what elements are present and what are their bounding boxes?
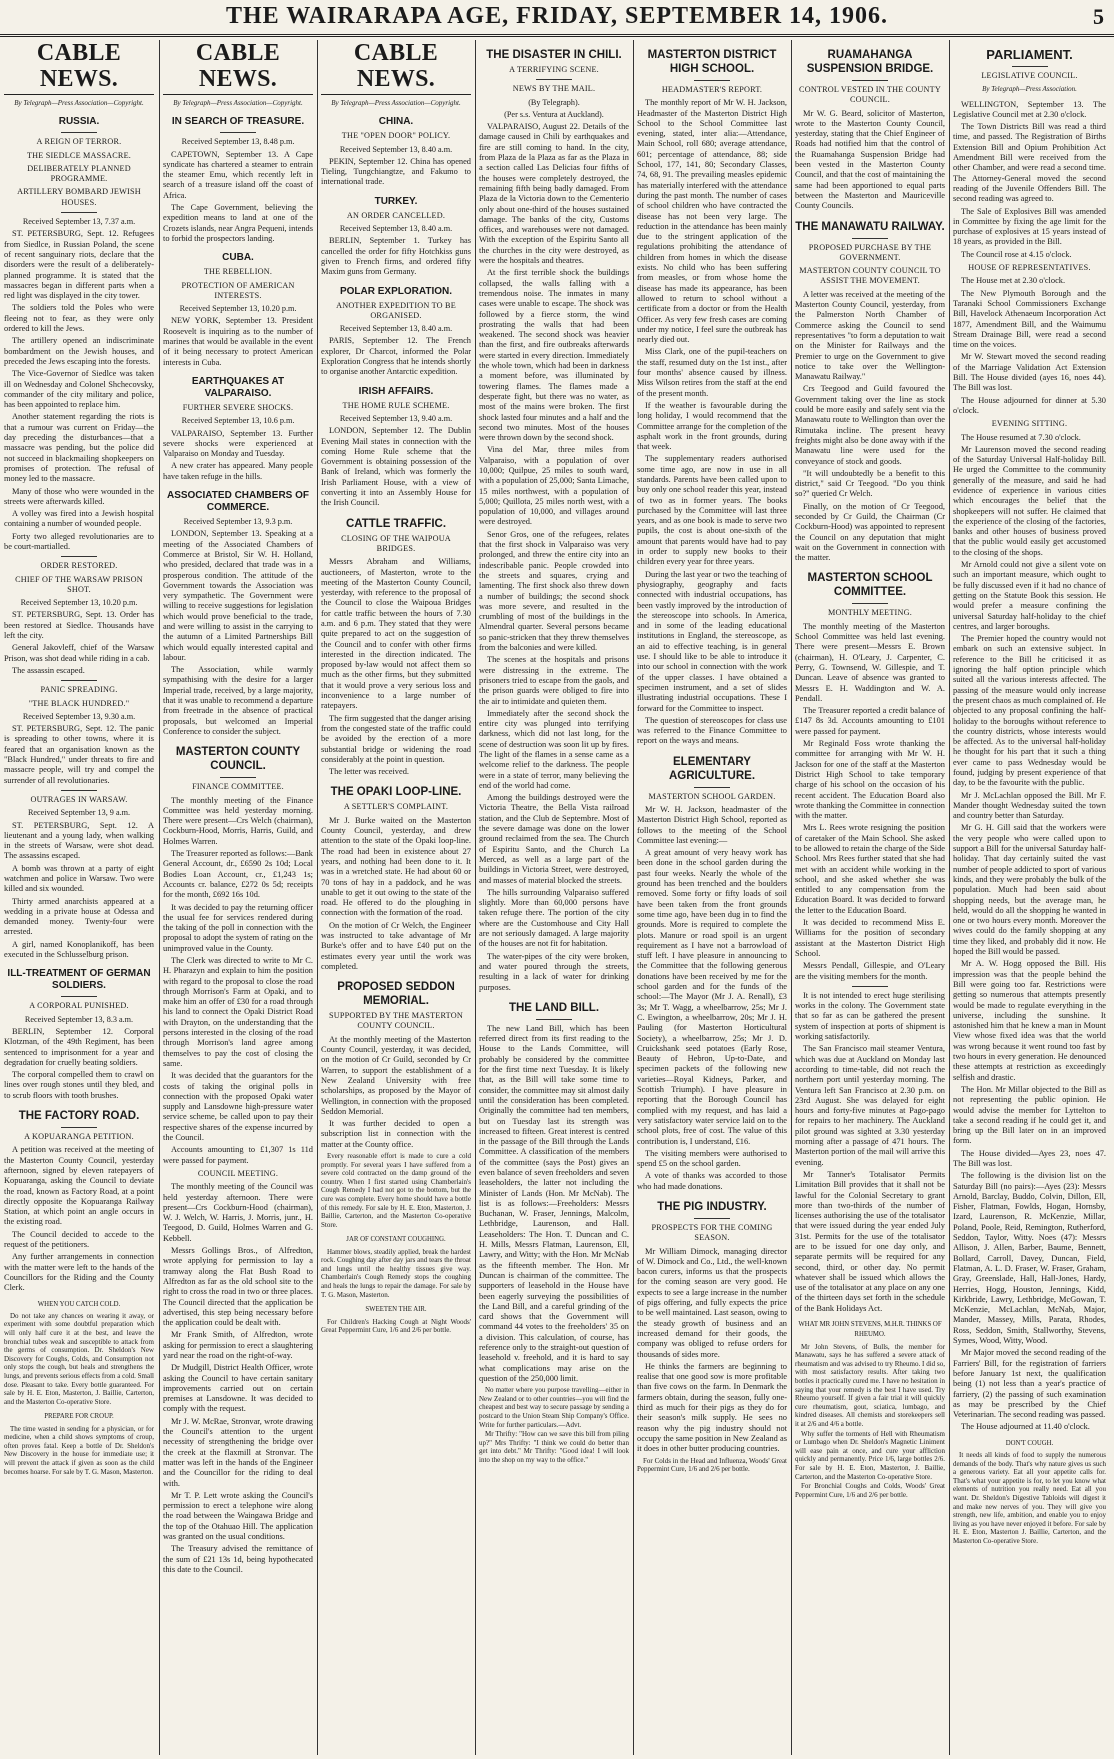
paragraph: Mr Tanner's Totalisator Permits Limitation Bill provides that it shall not be lawful for the Colonial Secretary to grant more than two-thirds of the number of licenses authorising the use of the totalisator that were issued during the year ended July 31st. Permits for the use of the totalisator are to be issued for one day only, and separate permits will be required for any second, third, or other day. No permit whatever shall be issued which allows the use of the totalisator at any place on any one of the thirteen days set forth in the schedule of the Bank Holidays Act. [795,1169,945,1313]
paragraph: The question of stereoscopes for class use was referred to the Finance Committee to report on the ways and means. [637,715,787,746]
dateline: Received September 13, 9.30 a.m. [22,711,136,721]
article-heading: CUBA. [222,252,254,264]
subheading: THE "OPEN DOOR" POLICY. [341,131,451,141]
paragraph: CAPETOWN, September 13. A Cape syndicate has chartered a steamer to entrain the steamer Emu, which recently left in search of a treasure island off the coast of Africa. [163,149,313,200]
subheading: LEGISLATIVE COUNCIL. [981,71,1078,80]
advert-text: Do not take any chances on wearing it away, or experiment with some doubtful preparation which will only half cure it at the best, and leave the bronchial tubes weak and susceptible to attack from the germs of consumption. Dr. Sheldon's New Discovery for Coughs, Colds, and Consumption not only stops the cough, but heals and strengthens the lungs, and prevents serious effects from a cold. Small dose. Pleasant to take. Every bottle guaranteed. For sale by H. E. Eton, Masterton, J. Baillie, Carterton, and the Masterton Co-operative Store. [4,1311,154,1406]
paragraph: The supplementary readers authorised some time ago, are now in use in all standards. Parents have been called upon to buy only one school reader this year, instead of two as in former years. The books purchased by the Committee will last three years, and as one book is made to serve two pupils, the cost is about one-sixth of the amount that parents would have had to pay in order to supply new books to their children every year for three years. [637,454,787,567]
paragraph: The monthly meeting of the Council was held yesterday afternoon. There were present—Crs Cockburn-Hood (chairman), W. J. Welch, W. Harris, J. Morris, junr., H. Teegood, D. Guild, Holmes Warren and G. Kebbell. [163,1182,313,1243]
column-rule [633,40,634,1755]
paragraph: The artillery opened an indiscriminate bombardment on the Jewish houses, and preceded the Jews escaping into the forests. [4,336,154,366]
paragraph: A petition was received at the meeting of the Masterton County Council, yesterday afternoon, signed by eleven ratepayers of Kopuaranga, asking the Council to deviate the road, known as Factory Road, at a point directly opposite the Kopuaranga Railway Station, at which point an angle occurs in the existing road. [4,1145,154,1227]
paragraph: Another statement regarding the riots is that a rumour was current on Friday—the day preceding the disturbances—that a massacre was pending, but the police did not succeed in blackmailing shopkeepers on promises of protection. The refusal of money led to the massacre. [4,412,154,484]
byline: By Telegraph—Press Association—Copyright. [14,99,144,107]
divider [536,79,572,80]
paragraph: Finally, on the motion of Cr Teegood, seconded by Cr Guild, the Chairman (Cr Cockburn-Hood) was appointed to represent the Council on any deputation that might wait on the Government in connection with the matter. [795,501,945,563]
column-rule [949,40,950,1755]
paragraph: Mr J. McLachlan opposed the Bill. Mr F. Mander thought Wednesday suited the town and country better than Saturday. [953,790,1106,821]
paragraph: The Council decided to accede to the request of the petitioners. [4,1229,154,1250]
paragraph: A bomb was thrown at a party of eight watchmen and police in Warsaw. Two were killed and six wounded. [4,863,154,894]
paragraph: LONDON, September 13. Speaking at a meeting of the Associated Chambers of Commerce at Bristol, Sir W. H. Holland, who presided, declared that trade was in a prosperous condition. The attitude of the Government towards the Association was very sympathetic. The Government were willing to receive suggestions for legislation which would prove beneficial to the trade, and were willing to assist in the carrying to the autumn of a Limited Partnerships Bill which would equally interested capital and labour. [163,529,313,662]
column-rule [317,40,318,1755]
divider [1012,66,1048,67]
paragraph: Mrs L. Rees wrote resigning the position of caretaker of the Main School. She asked to be allowed to retain the charge of the Side School. Mrs Rees further stated that she had met with an accident while working in the school, and she asked whether she was entitled to any compensation from the Education Board. It was decided to forward the letter to the Education Board. [795,823,945,915]
subheading: THE HOME RULE SCHEME. [342,400,450,410]
article-heading: ILL-TREATMENT OF GERMAN SOLDIERS. [7,968,151,992]
columns [4,40,1110,1755]
column-rule [791,40,792,1755]
article-heading: RUSSIA. [58,116,100,128]
article-heading: THE MANAWATU RAILWAY. [795,220,945,233]
advert-heading: SWEETEN THE AIR. [365,1306,427,1314]
paragraph: Senor Gros, one of the refugees, relates that the first shock in Valparaiso was very prolonged, and threw the entire city into an indescribable panic. People crowded into the streets and squares, crying and lamenting. The first shock also threw down a number of buildings; the second shock was more severe, and resulted in the crumbling of most of the buildings in the Almendral quarter. Several persons became so panic-stricken that they threw themselves from the balconies and were killed. [479,529,629,653]
divider [61,680,97,681]
advert-text: It needs all kinds of food to supply the numerous demands of the body. That's why nature gives us such a generous variety. Eat all your appetite calls for. That's what your appetite is for, to let you know what elements of nutrition you really need. Eat all you want. Dr. Sheldon's Digestive Tabloids will digest it and make new nerves of you. They will give you strength, new life, ambition, and enable you to enjoy living as you have never enjoyed it before. For sale by H. E. Eton, Masterton J. Baillie, Carterton, and the Masterton Co-operative Store. [953,1451,1106,1545]
subheading: ARTILLERY BOMBARD JEWISH HOUSES. [17,187,141,207]
subheading: NEWS BY THE MAIL. [512,84,596,94]
article-heading: TURKEY. [374,195,418,207]
paragraph: The assassin escaped. [12,665,85,675]
subheading: MASTERTON SCHOOL GARDEN. [648,791,776,801]
paragraph: The New Plymouth Borough and the Taranaki School Commissioners Exchange Bill, Havelock Athenaeum Incorporation Act 1877, Amendment Bill, and the Waimumu Stream Drainage Bill, were read a second time on the voices. [953,288,1106,350]
paragraph: A new crater has appeared. Many people have taken refuge in the hills. [163,461,313,481]
article-heading: EARTHQUAKES AT VALPARAISO. [191,375,285,399]
divider [220,777,256,778]
article-heading: PARLIAMENT. [986,47,1073,62]
column-rule [159,40,160,1755]
subheading: PANIC SPREADING. [40,685,118,695]
section-heading: CABLE NEWS. [321,40,471,95]
paragraph: At the monthly meeting of the Masterton County Council, yesterday, it was decided, on the motion of Cr Guild, seconded by Cr Warren, to support the establishment of a New Zealand University with free scholarships, as proposed by the Mayor of Wellington, in connection with the proposed Seddon Memorial. [321,1034,471,1116]
paragraph: BERLIN, September 12. Corporal Klotzman, of the 49th Regiment, has been sentenced to imprisonment for a year and degradation for cruelly beating soldiers. [4,1026,154,1067]
divider [536,1019,572,1020]
paragraph: The House adjourned for dinner at 5.30 o'clock. [953,395,1106,415]
subheading: FURTHER SEVERE SHOCKS. [182,402,294,412]
article-heading: THE PIG INDUSTRY. [657,1200,767,1213]
paragraph: WELLINGTON, September 13. The Legislative Council met at 2.30 o'clock. [953,99,1106,119]
advert-text: For Children's Hacking Cough at Night Woods' Great Peppermint Cure, 1/6 and 2/6 per bottle. [321,1317,471,1335]
paragraph: Messrs Abraham and Williams, auctioneers, of Masterton, wrote to the meeting of the Masterton County Council, yesterday, with reference to the proposal of the Council to close the Waipoua Bridges for cattle traffic between the hours of 7.30 a.m. and 6 p.m. They stated that they were quite prepared to act on the suggestion of the Council and to confer with other firms interested in the direction indicated. The proposed by-law would not affect them so much as the other firms, but they submitted that it would prove a very serious loss and inconvenience to a large number of ratepayers. [321,557,471,711]
paragraph: Any further arrangements in connection with the matter were left to the hands of the Councillors for the Riding and the County Clerk. [4,1252,154,1293]
paragraph: It was decided to pay the returning officer the usual fee for services rendered during the taking of the poll in connection with the proposal to adopt the system of rating on the unimproved value in the County. [163,902,313,953]
advert-heading: PREPARE FOR CROUP. [44,1413,114,1421]
article-heading: IRISH AFFAIRS. [358,385,434,397]
paragraph: He thinks the farmers are beginning to realise that one good sow is more profitable than five cows on the farm. In Denmark the farmers obtain, during the season, fully one-third as much for their pigs as they do for their season's milk supply. He sees no reason why the pig industry should not occupy the same position in New Zealand as it does in other butter producing countries. [637,1361,787,1454]
paragraph: Thirty armed anarchists appeared at a wedding in a private house at Odessa and demanded money. Twenty-four were arrested. [4,896,154,937]
paragraph: Dr Mudgill, District Health Officer, wrote asking the Council to have certain sanitary improvements carried out on certain premises at Lansdowne. It was decided to comply with the request. [163,1363,313,1414]
subheading: A REIGN OF TERROR. [36,137,122,147]
advert-text: Every reasonable effort is made to cure a cold promptly. For several years I have suffered from a severe cold contracted on the damp ground of the country. When I first started using Chamberlain's Cough Remedy I had not got to the bottom, but the cure was complete. Every home should have a bottle of this remedy. For sale by H. E. Eton, Masterton, J. Baillie, Carterton, and the Masterton Co-operative Store. [321,1152,471,1229]
paragraph: The House met at 2.30 o'clock. [961,276,1066,286]
advert-text: For Bronchial Coughs and Colds, Woods' Great Peppermint Cure, 1/6 and 2/6 per bottle. [795,1482,945,1499]
dateline: Received September 13, 8.48 p.m. [181,137,295,147]
subheading: PROSPECTS FOR THE COMING SEASON. [651,1222,773,1243]
advert-heading: WHEN YOU CATCH COLD. [37,1300,121,1308]
subheading: ORDER RESTORED. [40,561,118,571]
advert-heading: JAR OF CONSTANT COUGHING. [346,1236,446,1244]
subheading: OUTRAGES IN WARSAW. [30,794,128,804]
paragraph: The Cape Government, believing the expedition means to land at one of the Crozets islands, near Angra Pequeni, intends to forbid the prospectors landing. [163,203,313,243]
subheading: DELIBERATELY PLANNED PROGRAMME. [27,163,131,184]
paragraph: BERLIN, September 1. Turkey has cancelled the order for fifty Hotchkiss guns given to French firms, and ordered fifty Maxim guns from Germany. [321,236,471,277]
column-4 [479,40,629,1755]
dateline: Received September 13, 10.20 p.m. [179,304,297,314]
paragraph: Miss Clark, one of the pupil-teachers on the staff, resumed duty on the 1st inst., after four months' absence caused by illness. Miss Wilson retires from the staff at the end of the present month. [637,347,787,398]
paragraph: The firm suggested that the danger arising from the congested state of the traffic could be avoided by the erection of a more substantial bridge or widening the road considerably at the point in question. [321,713,471,764]
paragraph: Immediately after the second shock the entire city was plunged into terrifying darkness, which did not last long, for the scene of destruction was soon lit up by fires. The light of the flames in a sense came as a welcome relief to the darkness. The people were in a state of terror, many believing the end of the world had come. [479,708,629,790]
paragraph: The Treasurer reported as follows:—Bank General Account, dr., £6590 2s 10d; Local Bodies Loan Account, cr., £1,243 1s; Accounts cr. balance, £272 0s 5d; receipts for the month, £692 16s 10d. [163,849,313,900]
column-2 [163,40,313,1755]
paragraph: The Association, while warmly sympathising with the desire for a larger Imperial trade, received, by a large majority, that it was unable to recommend a departure from freetrade in the absence of practical proposals, but welcomed an Imperial Conference to consider the subject. [163,665,313,736]
subheading: THE SIEDLCE MASSACRE. [26,150,132,160]
paragraph: Many of those who were wounded in the streets were afterwards killed. [4,486,154,506]
divider [694,787,730,788]
paragraph: The Sale of Explosives Bill was amended in Committee by fixing the age limit for the purchase of explosives at 15 years instead of 18 years, as provided in the Bill. [953,206,1106,247]
paragraph: The monthly report of Mr W. H. Jackson, Headmaster of the Masterton District High School to the School Committee last evening, stated, inter alia:—Attendance, Main School, roll 680; average attendance, 601; percentage of attendance, 88; side School, 177, 141, 80; Secondary Classes, 74, 68, 91. The prevailing measles epidemic has materially interfered with the attendance during the past month. The number of cases of school children who have contracted the disease has not been very large. The reduction in the attendance has been mainly due to the stringent application of the regulations prohibiting the attendance of children from homes in which the disease exists. No child who has been suffering from measles, or from whose home the disease has made its appearance, has been allowed to return to school without a certificate from a doctor or from the Health Officer. As very few fresh cases are coming under my notice, I feel sure the outbreak has nearly died out. [637,98,787,345]
subheading: CONTROL VESTED IN THE COUNTY COUNCIL. [799,85,941,105]
paragraph: If the weather is favourable during the long holiday, I would recommend that the Committee arrange for the completion of the asphalt work in the front grounds, during that week. [637,400,787,452]
article-heading: THE DISASTER IN CHILI. [486,49,622,61]
article-heading: THE FACTORY ROAD. [18,1110,140,1123]
paragraph: A great amount of very heavy work has been done in the school garden during the past four weeks. Nearly the whole of the ground has been trenched and the boulders removed. Some forty or fifty loads of soil have been taken from the front grounds some time ago, have been dug in to find the grounds. More is required to complete the plots. Manure or road spoil is an urgent requirement as I have not a barrowload of stuff left. I have pleasure in announcing to the Committee that the following generous donations have been received by me for the school garden and for the funds of the school:—The Mayor (Mr J. A. Renall), £3 3s; Mr T. Wagg, a wheelbarrow, 25s; Mr J. C. Ewington, a wheelbarrow, 20s; Mr J. H. Pauling (for Masterton Horticultural Society), a wheelbarrow, 25s; Mr J. D. Cruickshank seed potatoes (Early Rose, Beauty of Hebron, Up-to-Date, and specimen packets of the following new varieties—Royal Kidneys, Parker, and Scottish Triumph). I have pleasure in reporting that the Borough Council has complied with my request, and has laid a very satisfactory water service laid on to the school plots, free of cost. The value of this contribution is, I understand, £16. [637,848,787,1146]
article-heading: ASSOCIATED CHAMBERS OF COMMERCE. [166,490,310,514]
masthead [0,0,1114,37]
paragraph: A girl, named Konoplanikoff, has been executed in the Schlusselburg prison. [4,939,154,960]
paragraph: Mr W. Stewart moved the second reading of the Marriage Validation Act Extension Bill. The House divided (ayes 16, noes 44). The Bill was lost. [953,352,1106,393]
paragraph: Messrs Pendall, Gillespie, and O'Leary are the visiting members for the month. [795,961,945,981]
article-heading: ELEMENTARY AGRICULTURE. [668,755,756,782]
paragraph: The Clerk was directed to write to Mr C. H. Pharazyn and explain to him the position with regard to the proposal to close the road through Morrison's Farm at Opaki, and to make him an offer of £30 for a road through his land to connect the Opaki District Road with Drayton, on the understanding that the persons interested in the closing of the road through Morrison's land agree among themselves to pay the cost of closing the same. [163,956,313,1068]
paragraph: During the last year or two the teaching of physiography, geography and facts connected with industrial occupations, has been vastly improved by the introduction of the stereoscope into schools. In America, and in some of the leading educational institutions in England, the stereoscope, as an aid to effective teaching, is in general use. I should like to be able to introduce it into our school in connection with the work of the upper classes. I have obtained a specimen instrument, and a set of slides illustrating industrial occupations. These I forward for the Committee to inspect. [637,569,787,713]
divider [61,212,97,213]
subheading: AN ORDER CANCELLED. [346,210,446,220]
paragraph: "It will undoubtedly be a benefit to this district," said Cr Teegood. "Do you think so?" queried Cr Welch. [795,468,945,499]
subheading: COUNCIL MEETING. [197,1168,279,1178]
paragraph: General Jakovleff, chief of the Warsaw Prison, was shot dead while riding in a cab. [4,643,154,663]
paragraph: The House resumed at 7.30 o'clock. [961,432,1081,442]
paragraph: The Hon. Mr Millar objected to the Bill as not representing the public opinion. He would advise the member for Lyttelton to take a second reading if he could get it, and bring up the Bill later on in an improved form. [953,1084,1106,1146]
divider [61,790,97,791]
dateline: Received September 13, 8.40 a.m. [339,224,453,234]
byline: By Telegraph—Press Association—Copyright. [173,99,303,107]
paragraph: Mr Laurenson moved the second reading of the Saturday Universal Half-holiday Bill. He urged the Committee to the community generally of the measure, and said he had evidence of experience in various cities which encourages the belief that the shopkeepers will not suffer. He claimed that the experience of the closing of the factories, banks and other houses of business proved that the public would easily get accustomed to the closing of the shops. [953,444,1106,557]
paragraph: It was decided to recommend Miss E. Williams for the position of secondary assistant at the Masterton District High School. [795,918,945,958]
paragraph: Mr Arnold could not give a silent vote on such an important measure, which ought to be fully discussed even if it had no chance of getting on the Statute Book this session. He would prefer a measure confining the universal Saturday half-holiday to the chief centres, and larger boroughs. [953,560,1106,631]
paragraph: The new Land Bill, which has been referred direct from its first reading to the House to the Lands Committee, will probably be considered by the committee for the first time next Tuesday. It is likely that, as the Bill will take some time to consider, the committee may sit almost daily until the consideration has been completed. Originally the committee had ten members, but on Tuesday last its strength was increased to fifteen. Great interest is centred in the passage of the Bill through the Lands Committee. A classification of the members of the committee (says the Post) gives an even balance of seven freeholders and seven leaseholders, the latter not including the Minister of Lands (Hon. Mr McNab). The list is as follows:—Freeholders: Messrs Buchanan, W. Fraser, Jennings, Malcolm, Lethbridge, Laurenson, and Hall. Leaseholders: The Hon. T. Duncan and C. H. Mills, Messrs Flatman, Laurenson, Ell, Lawry, and Witty; with the Hon. Mr McNab as the fifteenth member. The Hon. Mr Duncan is chairman of the committee. The supporters of leasehold in the House have been eagerly surveying the possibilities of the Land Bill, and a careful grinding of the card shows that the Government will command 44 votes to the freeholders' 35 on a division. This calculation, of course, has reference only to the straight-out question of leasehold v. freehold, and it is hard to say what complications may arise on the question of the 250,000 limit. [479,1023,629,1383]
advert-text: Why suffer the torments of Hell with Rheumatism or Lumbago when Dr. Sheldon's Magnetic Liniment will ease pain at once, and cure your affliction quickly and permanently. Price 1/6, large bottles 2/6. For sale by H. E. Eton, Masterton, J. Baillie, Carterton, and the Masterton Co-operative Store. [795,1429,945,1481]
subheading: FINANCE COMMITTEE. [192,782,284,792]
divider [61,556,97,557]
column-6 [795,40,945,1755]
paragraph: ST. PETERSBURG, Sept. 12. Refugees from Siedlce, in Russian Poland, the scene of recent sanguinary riots, declare that the disorders were the result of a deliberately-planned programme. It is stated that the massacres began in different parts when a red light was displayed in the city tower. [4,229,154,301]
subheading: THE REBELLION. [203,267,273,277]
article-heading: POLAR EXPLORATION. [339,285,453,297]
paragraph: LONDON, September 12. The Dublin Evening Mail states in connection with the coming Home Rule scheme that the Government is obtaining possession of the Bank of Ireland, which was formerly the Irish Parliament House, with a view of converting it into an Assembly House for the Irish Council. [321,426,471,508]
advert-text: For Colds in the Head and Influenza, Woods' Great Peppermint Cure, 1/6 and 2/6 per bottle. [637,1456,787,1474]
paragraph: The letter was received. [329,767,409,777]
paragraph: PARIS, September 12. The French explorer, Dr Charcot, informed the Polar Exploration Congress that he intends shortly to organise another Antarctic expedition. [321,336,471,377]
paragraph: The House adjourned at 11.40 o'clock. [961,1422,1090,1432]
divider [852,986,888,987]
divider [694,80,730,81]
dateline: Received September 13, 8.3 a.m. [24,1014,134,1024]
divider [852,603,888,604]
paragraph: Mr Frank Smith, of Alfredton, wrote asking for permission to erect a slaughtering yard near the road on the right-of-way. [163,1330,313,1360]
dateline: Received September 13, 8.40 a.m. [339,324,453,334]
advert-text: Mr Thrifty: "How can we save this bill from piling up?" Mrs Thrifty: "I think we could do better than get into debt." Mr Thrifty: "Good idea! I will look into the shop on my way to the office." [479,1430,629,1464]
page-number: 5 [1093,4,1104,29]
paragraph: VALPARAISO, August 22. Details of the damage caused in Chili by earthquakes and fire are still coming to hand. In the city, from Plaza de la Plaza as far as the Plaza in a section called Las Delicias four fifths of the houses were completely destroyed, the remaining fifth being badly damaged. From Plaza de la Victoria down to the Cementerio only about one-third of the houses sustained damage. The banks of the city, Customs offices, and warehouses were not damaged. With the exception of the Espiritu Santo all the churches in the city were destroyed, as were the hospitals and theatres. [479,122,629,266]
divider [61,1127,97,1128]
advert-heading: WHAT MR JOHN STEVENS, M.H.R. THINKS OF RHEUMO. [798,1321,942,1339]
paragraph: A vote of thanks was accorded to those who had made donations. [637,1171,787,1191]
paragraph: The Vice-Governor of Siedlce was taken ill on Wednesday and Colonel Shchecovsky, commander of the city military and police, has been appointed to replace him. [4,369,154,410]
paragraph: The water-pipes of the city were broken, and water poured through the streets, resulting in a lack of water for drinking purposes. [479,951,629,992]
subheading: CLOSING OF THE WAIPOUA BRIDGES. [341,533,451,553]
paragraph: ST. PETERSBURG, Sept. 13. Order has been restored at Siedlce. Thousands have left the city. [4,610,154,641]
article-heading: THE OPAKI LOOP-LINE. [330,786,462,799]
subheading: A KOPUARANGA PETITION. [24,1132,134,1142]
paragraph: Mr J. W. McRae, Stronvar, wrote drawing the Council's attention to the urgent necessity of strengthening the bridge over the creek at the flaxmill at Stronvar. The matter was left in the hands of the Engineer and the Councillor for the riding to deal with. [163,1416,313,1488]
paragraph: Mr W. G. Beard, solicitor of Masterton, wrote to the Masterton County Council, yesterday, stating that the Chief Engineer of Roads had notified him that the control of the Ruamahanga Suspension Bridge had been vested in the Masterton County Council, and that the cost of maintaining the same had been apportioned to equal parts between the Masterton and Mauriceville County Councils. [795,108,945,211]
article-heading: MASTERTON SCHOOL COMMITTEE. [807,572,933,599]
advert-text: Hammer blows, steadily applied, break the hardest rock. Coughing day after day jars and tears the throat and lungs until the healthy tissues give way. Chamberlain's Cough Remedy stops the coughing and heals the lungs to repair the damage. For sale by T. G. Mason, Masterton. [321,1247,471,1299]
article-heading: MASTERTON COUNTY COUNCIL. [175,746,301,773]
article-heading: CATTLE TRAFFIC. [345,517,447,530]
paragraph: The corporal compelled them to crawl on lines over rough stones until they bled, and to scrub floors with tooth brushes. [4,1070,154,1100]
paragraph: Mr A. W. Hogg opposed the Bill. His impression was that the people behind the Bill were going too far. Restrictions were getting so numerous that attempts presently would be made to regulate everything in the universe, including the sunshine. It astonished him that he knew a man in Mount View whose fixed idea was that the world was wrong because it went round too fast by two hours in every generation. He denounced these attempts at restriction as exceedingly selfish and drastic. [953,959,1106,1082]
paragraph: Crs Teegood and Guild favoured the Government taking over the line as stock could be more easily and safely sent via the Manawatu route to Wellington than over the Rimutaka incline. The present heavy freights might also be done away with if the Manawatu line were used for the conveyance of stock and goods. [795,384,945,466]
advert-text: No matter where you purpose travelling—either in New Zealand or to other countries—you will find the cheapest and best way to secure passage by sending a postcard to the Union Steam Ship Company's Office. Write for further particulars.—Advt. [479,1386,629,1429]
article-heading: MASTERTON DISTRICT HIGH SCHOOL. [647,49,777,75]
paragraph: The Town Districts Bill was read a third time, and passed. The Registration of Births Extension Bill and Opium Prohibition Act Amendment Bill were received from the other Chamber, and were read a second time. The Attorney-General moved the second reading of the Juvenile Offenders Bill. The second reading was agreed to. [953,122,1106,204]
subheading: HEADMASTER'S REPORT. [661,85,763,94]
advert-heading: DON'T COUGH. [1005,1439,1054,1447]
column-5 [637,40,787,1755]
paragraph: The monthly meeting of the Masterton School Committee was held last evening. There were present—Messrs E. Brown (chairman), H. O'Leary, J. Carpenter, C. Perry, G. Townsend, W. Gillespie, and T. Duncan. Leave of absence was granted to Messrs E. H. Waddington and W. A. Pendall. [795,621,945,703]
subheading: A SETTLER'S COMPLAINT. [343,802,449,812]
divider [694,1218,730,1219]
paragraph: Mr Reginald Foss wrote thanking the committee for arranging with Mr W. H. Jackson for one of the staff at the Masterton District High School to take temporary charge of his school on the occasion of his recent accident. The Education Board also wrote thanking the Committee in connection with the matter. [795,739,945,821]
paragraph: ST. PETERSBURG, Sept. 12. The panic is spreading to other towns, where it is feared that an organisation known as the "Black Hundred," under threats to fire and massacre people, will try and compel the surrender of all revolutionaries. [4,724,154,785]
article-heading: IN SEARCH OF TREASURE. [171,116,305,128]
paragraph: Among the buildings destroyed were the Victoria Theatre, the Bella Vista railroad station, and the Club de Septembre. Most of the severe damage was done on the lower ground reclaimed from the sea. The Church of Espiritu Santo, and the Church La Merced, as well as a large part of the buildings in Victoria Street, were destroyed, and masses of material blocked the streets. [479,793,629,885]
divider [852,80,888,81]
advert-text: The time wasted in sending for a physician, or for medicine, when a child shows symptoms of croup, often proves fatal. Keep a bottle of Dr. Sheldon's New Discovery in the house for immediate use; it will prevent the attack if given as soon as the child becomes hoarse. For sale by T. G. Mason, Masterton. [4,1424,154,1476]
section-heading: CABLE NEWS. [163,40,313,95]
subheading: A TERRIFYING SCENE. [509,65,599,74]
subheading: CHIEF OF THE WARSAW PRISON SHOT. [15,574,143,594]
paragraph: The visiting members were authorised to spend £5 on the school garden. [637,1148,787,1169]
paragraph: The Treasurer reported a credit balance of £147 8s 3d. Accounts amounting to £101 were passed for payment. [795,706,945,736]
paragraph: A volley was fired into a Jewish hospital containing a number of wounded people. [4,509,154,529]
paragraph: At the first terrible shock the buildings collapsed, the walls falling with a tremendous noise. The inmates in many cases were unable to escape. The shock was followed by a fierce storm, the wind prostrating the walls that had been weakened. The second shock was heavier than the first, and fire outbreaks afterwards were started in every direction. Immediately the whole town, which had been in darkness a moment before, was illuminated by towering flames. The flames made a desperate fight, but there was no water, as most of the mains were broken. The first shock lasted four minutes and a half and the second two minutes. Most of the houses were thrown down by the second shock. [479,268,629,443]
paragraph: A letter was received at the meeting of the Masterton County Council, yesterday, from the Palmerston North Chamber of Commerce asking the Council to send representatives "to form a deputation to wait on the Minister for Railways and the Premier to urge on the Government to give notice to take over the Wellington-Manawatu Railway." [795,289,945,382]
paragraph: NEW YORK, September 13. President Roosevelt is inquiring as to the number of marines that would be available in the event of it being necessary to protect American interests in Cuba. [163,316,313,367]
paragraph: Mr G. H. Gill said that the workers were the very people who were called upon to support a Bill for the universal Saturday half-holiday. That day certainly suited the vast number of people addicted to sport of various kinds, and they were probably the bulk of the population. Much had been said about shopping needs, but the average man, he held, would do all the shopping he wanted in one or two hours every month. Moreover the wives could do the family shopping at any time they liked, and probably did it now. He hoped the Bill would be passed. [953,823,1106,957]
divider [220,132,256,133]
subheading: EVENING SITTING. [991,419,1068,429]
article-heading: CHINA. [378,116,414,128]
dateline: (Per s.s. Ventura at Auckland). [504,109,604,119]
section-heading: CABLE NEWS. [4,40,154,95]
subheading: PROTECTION OF AMERICAN INTERESTS. [181,280,295,300]
paragraph: Forty two alleged revolutionaries are to be court-martialled. [4,531,154,551]
paragraph: It was further decided to open a subscription list in connection with the matter at the County office. [321,1119,471,1149]
masthead-title: THE WAIRARAPA AGE, FRIDAY, SEPTEMBER 14, 1906. [225,3,889,29]
column-3 [321,40,471,1755]
paragraph: ST. PETERSBURG, Sept. 12. A lieutenant and a young lady, when walking in the streets of Warsaw, were shot dead. The assassins escaped. [4,820,154,861]
paragraph: VALPARAISO, September 13. Further severe shocks were experienced at Valparaiso on Monday and Tuesday. [163,428,313,459]
paragraph: Mr William Dimock, managing director of W. Dimock and Co., Ltd., the well-known bacon curers, informs us that the prospects for the coming season are very good. He expects to see a large increase in the number of pigs offering, and fully expects the price to be well maintained. Last season, owing to the steady growth of business and an increased demand for their goods, the company was obliged to refuse orders for thousands of sides more. [637,1246,787,1359]
dateline: (By Telegraph). [528,97,580,107]
byline: By Telegraph—Press Association. [982,85,1077,94]
dateline: Received September 13, 9.3 p.m. [183,517,293,527]
divider [852,238,888,239]
subheading: ANOTHER EXPEDITION TO BE ORGANISED. [336,300,456,320]
paragraph: The Premier hoped the country would not embark on such an extensive subject. In reference to the Bill he criticised it as ignoring the half option principle which suited all the various interests affected. The passing of the measure would only increase the present chaos as much complained of. He objected to any proposal confining the half-holiday to the boroughs without reference to the country districts, whose interests would be affected. As to the universal half-holiday he thought for his part that it such a thing ever came to pass Wednesday would be found, judging by present experience of that day, to be the favourite with the public. [953,634,1106,788]
paragraph: The following is the division list on the Saturday Bill (no pairs):—Ayes (23): Messrs Arnold, Barclay, Buddo, Colvin, Dillon, Ell, Fisher, Flatman, Fowlds, Hogan, Hornsby, Izard, Laurenson, R. McKenzie, Millar, Poland, Poole, Reid, Remington, Rutherford, Seddon, Taylor, Witty. Noes (47): Messrs Allison, J. Allen, Barber, Baume, Bennett, Bollard, Carroll, Davey, Duncan, Field, Flatman, A. L. D. Fraser, W. Fraser, Graham, Gray, Greenslade, Hall, Hall-Jones, Hardy, Herries, Hogg, Houston, Jennings, Kidd, Kirkbride, Lawry, Lethbridge, McGowan, T. McKenzie, McLachlan, McNab, Major, Mander, Massey, Mills, Parata, Rhodes, Ross, Seddon, Smith, Stallworthy, Stevens, Symes, Wood, Witty, Wood. [953,1171,1106,1346]
dateline: Received September 13, 10.20 p.m. [20,598,138,608]
subheading: SUPPORTED BY THE MASTERTON COUNTY COUNCIL. [329,1011,463,1031]
subheading: MASTERTON COUNTY COUNCIL TO ASSIST THE MOVEMENT. [799,266,941,286]
paragraph: The soldiers told the Poles who were fleeing not to fear, as they were only ordered to kill the Jews. [4,303,154,334]
article-heading: RUAMAHANGA SUSPENSION BRIDGE. [806,49,934,75]
paragraph: Mr J. Burke waited on the Masterton County Council, yesterday, and drew attention to the state of the Opaki loop-line. The road had been in existence about 27 years, and nothing had been done to it. It was in a wretched state. He had about 60 or 70 tons of hay in a paddock, and he was unable to get it out owing to the state of the road. He offered to do the ploughing in connection with the formation of the road. [321,815,471,918]
dateline: Received September 13, 7.37 a.m. [22,217,136,227]
paragraph: It is not intended to erect huge sterilising works in the colony. The Government state that so far as can be gathered the present system of inspection at ports of shipment is working satisfactorily. [795,990,945,1042]
paragraph: Mr T. P. Lett wrote asking the Council's permission to erect a telephone wire along the road between the Waingawa Bridge and the top of the Otahuao Hill. The application was granted on the usual conditions. [163,1490,313,1542]
subheading: "THE BLACK HUNDRED." [28,698,130,708]
subheading: MONTHLY MEETING. [828,608,912,618]
paragraph: Accounts amounting to £1,307 1s 11d were passed for payment. [163,1145,313,1165]
paragraph: The Council rose at 4.15 o'clock. [961,249,1072,259]
dateline: Received September 13, 9.40 a.m. [339,413,453,423]
dateline: Received September 13, 9 a.m. [27,808,131,818]
paragraph: Vina del Mar, three miles from Valparaiso, with a population of over 10,000; Quilpue, 25 miles to south ward, with a population of 25,000; Santa Limache, 15 miles northwest, with a population of 5,000; Quillota, 25 miles north west, with a population of 10,000, and villages around were destroyed. [479,445,629,527]
article-heading: PROPOSED SEDDON MEMORIAL. [337,981,455,1008]
paragraph: The scenes at the hospitals and prisons were distressing in the extreme. The prisoners tried to escape from the gaols, and the prison guards were obliged to fire into the air to intimidate and quieten them. [479,655,629,706]
paragraph: The House divided—Ayes 23, noes 47. The Bill was lost. [953,1148,1106,1168]
subheading: HOUSE OF REPRESENTATIVES. [968,263,1091,273]
column-7 [953,40,1106,1755]
paragraph: Mr Major moved the second reading of the Farriers' Bill, for the registration of farriers before January 1st next, the qualification being (1) not less than a year's practice of farriery, (2) the passing of such examination as may be prescribed by the Chief Veterinarian. The second reading was passed. [953,1348,1106,1420]
paragraph: The hills surrounding Valparaiso suffered slightly. More than 60,000 persons have taken refuge there. The portion of the city where are the Customhouse and City Hall are not seriously damaged. A large majority of the houses are not fit for habitation. [479,887,629,949]
advert-text: Mr John Stevens, of Bulls, the member for Manawatu, says he has suffered a severe attack of rheumatism and was advised to try Rheumo. I did so, with most satisfactory results. After taking two bottles it practically cured me. I have no hesitation in saying that your remedy is the best I have used. Try Rheumo yourself. If given a fair trial it will quickly cure rheumatism, gout, sciatica, lumbago, and kindred diseases. All chemists and storekeepers sell it at 2/6 and 4/6 a bottle. [795,1342,945,1428]
dateline: Received September 13, 10.6 p.m. [181,416,295,426]
paragraph: It was decided that the guarantors for the costs of taking the original polls in connection with the proposed Opaki water supply and Lansdowne high-pressure water service scheme, be called upon to pay their respective shares of the expense incurred by the Council. [163,1071,313,1143]
paragraph: Mr W. H. Jackson, headmaster of the Masterton District High School, reported as follows to the meeting of the School Committee last evening:— [637,805,787,845]
paragraph: PEKIN, September 12. China has opened Tieling, Tungchiangtze, and Fakumo to international trade. [321,156,471,187]
column-1 [4,40,154,1755]
dateline: Received September 13, 8.40 a.m. [339,144,453,154]
paragraph: On the motion of Cr Welch, the Engineer was instructed to take advantage of Mr Burke's offer and to have £40 put on the estimates every year until the work was completed. [321,920,471,971]
divider [61,132,97,133]
divider [61,996,97,997]
paragraph: Messrs Gollings Bros., of Alfredton, wrote applying for permission to lay a tramway along the Flat Bush Road to Alfredton as far as the old school site to the right to cross the road in two or three places. The Council directed that the application be advertised, this step being necessary before the application could be dealt with. [163,1246,313,1328]
paragraph: The Treasury advised the remittance of the sum of £21 13s 1d, being hypothecated this date to the Council. [163,1544,313,1574]
paragraph: The monthly meeting of the Finance Committee was held yesterday morning. There were present—Crs Welch (chairman), Cockburn-Hood, Morris, Harris, Guild, and Holmes Warren. [163,795,313,846]
byline: By Telegraph—Press Association—Copyright. [331,99,461,107]
subheading: PROPOSED PURCHASE BY THE GOVERNMENT. [808,242,932,262]
subheading: A CORPORAL PUNISHED. [29,1001,129,1011]
column-rule [475,40,476,1755]
article-heading: THE LAND BILL. [508,1001,600,1014]
paragraph: The San Francisco mail steamer Ventura, which was due at Auckland on Monday last according to time-table, did not reach the northern port until yesterday morning. The Ventura left San Francisco at 2.30 p.m. on 23rd August. She was delayed for eight hours and forty-five minutes at Pago-pago for repairs to her machinery. The Auckland pilot ground was sighted at 3.30 yesterday morning after a passage of 471 hours. The Masterton portion of the mail will arrive this evening. [795,1044,945,1167]
